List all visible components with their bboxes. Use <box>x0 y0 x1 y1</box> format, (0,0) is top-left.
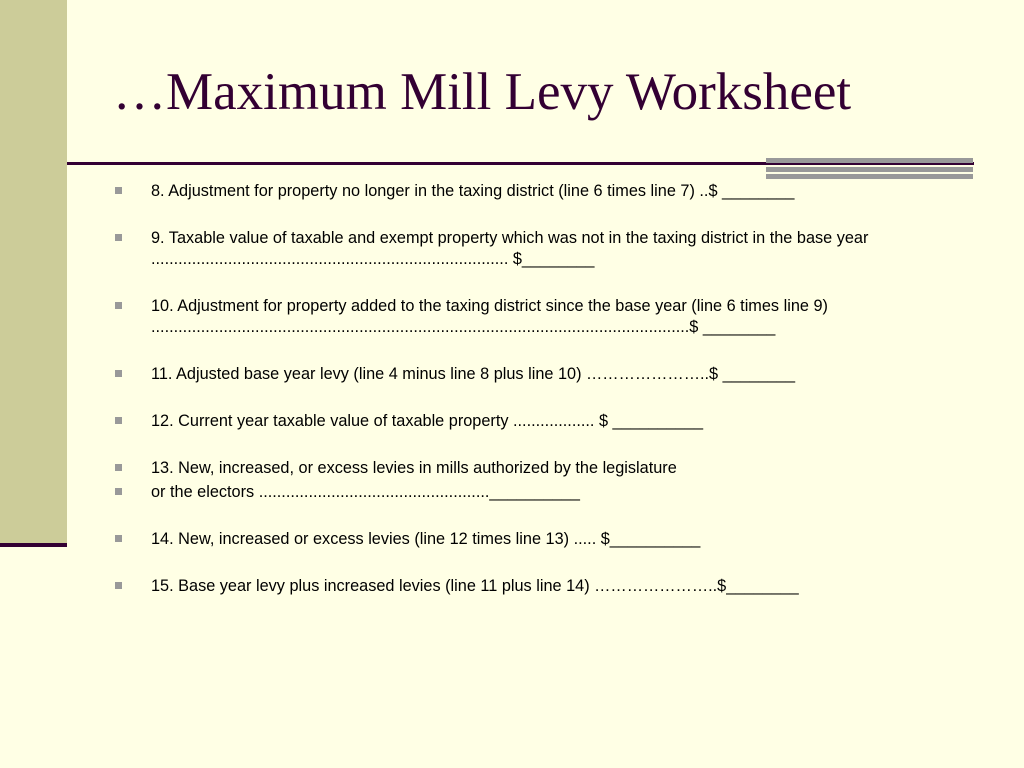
square-bullet-icon <box>115 187 122 194</box>
worksheet-line-13-continued <box>113 482 973 503</box>
worksheet-line-9 <box>113 228 973 270</box>
worksheet-line-text: 10. Adjustment for property added to the taxing district since the base year (line 6 times line 9) .......................................................................................................................$ ________ <box>151 297 828 336</box>
worksheet-line-13 <box>113 458 973 479</box>
worksheet-line-8 <box>113 181 973 202</box>
square-bullet-icon <box>115 464 122 471</box>
left-decorative-bar <box>0 0 67 543</box>
square-bullet-icon <box>115 488 122 495</box>
square-bullet-icon <box>115 582 122 589</box>
worksheet-line-15 <box>113 576 973 597</box>
slide-title: …Maximum Mill Levy Worksheet <box>113 63 852 121</box>
square-bullet-icon <box>115 417 122 424</box>
worksheet-line-text: 9. Taxable value of taxable and exempt property which was not in the taxing district in the base year ............................................................................... $________ <box>151 229 869 268</box>
divider-accent-stripe <box>766 167 973 172</box>
square-bullet-icon <box>115 535 122 542</box>
worksheet-line-14 <box>113 529 973 550</box>
square-bullet-icon <box>115 234 122 241</box>
square-bullet-icon <box>115 302 122 309</box>
worksheet-line-text: 14. New, increased or excess levies (line 12 times line 13) ..... $__________ <box>151 530 701 548</box>
worksheet-line-11 <box>113 364 973 385</box>
worksheet-bullet-list <box>113 181 973 623</box>
worksheet-line-text: 13. New, increased, or excess levies in mills authorized by the legislature <box>151 459 677 477</box>
worksheet-line-text: 11. Adjusted base year levy (line 4 minus line 8 plus line 10) …………………..$ ________ <box>151 365 796 383</box>
divider-accent-stripe <box>766 158 973 163</box>
worksheet-line-text: or the electors ...................................................__________ <box>151 483 580 501</box>
square-bullet-icon <box>115 370 122 377</box>
divider-accent-stripe <box>766 174 973 179</box>
worksheet-line-10 <box>113 296 973 338</box>
left-bar-base-line <box>0 543 67 547</box>
worksheet-line-12 <box>113 411 973 432</box>
worksheet-line-text: 12. Current year taxable value of taxable property .................. $ __________ <box>151 412 704 430</box>
worksheet-line-text: 8. Adjustment for property no longer in the taxing district (line 6 times line 7) ..$ ________ <box>151 182 795 200</box>
worksheet-line-text: 15. Base year levy plus increased levies (line 11 plus line 14) …………………..$________ <box>151 577 799 595</box>
